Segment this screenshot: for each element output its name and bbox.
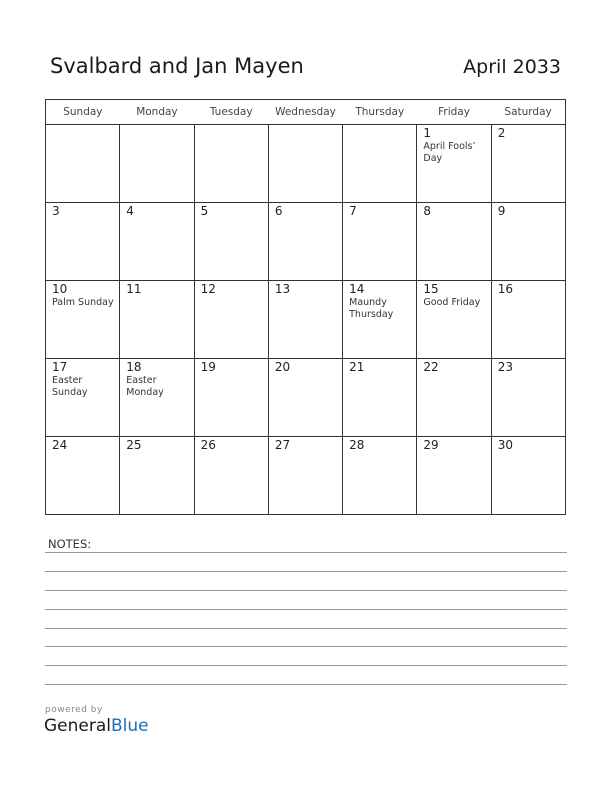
weekday-header-row <box>46 100 566 125</box>
day-number: 10 <box>52 282 68 296</box>
empty-day-cell <box>268 125 342 203</box>
day-cell <box>268 359 342 437</box>
day-cell <box>491 125 565 203</box>
day-number: 30 <box>497 438 513 452</box>
country-title: Svalbard and Jan Mayen <box>50 54 304 78</box>
day-number: 13 <box>274 282 291 296</box>
holiday-label: Monday <box>126 387 164 398</box>
day-number: 3 <box>52 204 60 218</box>
day-cell <box>194 437 268 515</box>
day-cell <box>417 281 491 359</box>
day-number: 22 <box>423 360 439 374</box>
holiday-label: Good Friday <box>423 297 481 308</box>
note-line <box>45 684 567 685</box>
note-line <box>45 590 567 591</box>
holiday-label: April Fools’ <box>423 141 476 152</box>
day-number: 16 <box>497 282 513 296</box>
day-number: 29 <box>423 438 439 452</box>
day-cell <box>417 437 491 515</box>
day-number: 9 <box>497 204 506 218</box>
empty-day-cell <box>120 125 194 203</box>
day-number: 5 <box>200 204 209 218</box>
note-line <box>45 571 567 572</box>
holiday-label: Easter <box>52 375 83 386</box>
day-cell <box>46 281 120 359</box>
day-number: 8 <box>423 204 432 218</box>
day-cell <box>417 125 491 203</box>
day-cell <box>491 203 565 281</box>
week-row <box>46 437 566 515</box>
day-cell <box>417 203 491 281</box>
day-cell <box>491 437 565 515</box>
powered-by-text: powered by <box>45 705 103 715</box>
weekday-header: Sunday <box>46 100 120 125</box>
day-cell <box>46 359 120 437</box>
empty-day-cell <box>194 125 268 203</box>
day-cell <box>194 281 268 359</box>
holiday-label: Easter <box>126 375 157 386</box>
holiday-label: Palm Sunday <box>52 297 114 308</box>
weekday-header: Thursday <box>343 100 417 125</box>
empty-day-cell <box>46 125 120 203</box>
day-number: 21 <box>349 360 365 374</box>
weekday-header: Saturday <box>491 100 565 125</box>
holiday-label: Maundy <box>349 297 387 308</box>
empty-day-cell <box>343 125 417 203</box>
weekday-header: Tuesday <box>194 100 268 125</box>
note-line <box>45 609 567 610</box>
weekday-header: Monday <box>120 100 194 125</box>
day-number: 19 <box>200 360 216 374</box>
week-row <box>46 203 566 281</box>
week-row <box>46 125 566 203</box>
day-number: 18 <box>126 360 142 374</box>
day-cell <box>343 437 417 515</box>
week-row <box>46 359 566 437</box>
day-number: 11 <box>126 282 142 296</box>
day-cell <box>120 359 194 437</box>
day-cell <box>268 281 342 359</box>
day-cell <box>120 437 194 515</box>
day-cell <box>268 203 342 281</box>
month-title: April 2033 <box>463 56 561 78</box>
day-cell <box>46 203 120 281</box>
holiday-label: Day <box>423 153 443 164</box>
day-number: 28 <box>349 438 365 452</box>
day-number: 17 <box>52 360 68 374</box>
day-number: 26 <box>200 438 216 452</box>
day-number: 14 <box>349 282 365 296</box>
day-cell <box>46 437 120 515</box>
holiday-label: Sunday <box>52 387 88 398</box>
day-number: 24 <box>52 438 68 452</box>
week-row <box>46 281 566 359</box>
day-number: 23 <box>497 360 513 374</box>
day-cell <box>194 359 268 437</box>
day-number: 7 <box>349 204 357 218</box>
holiday-label: Thursday <box>349 309 394 320</box>
notes-label: NOTES: <box>48 537 92 551</box>
day-cell <box>343 359 417 437</box>
day-number: 4 <box>126 204 134 218</box>
day-cell <box>268 437 342 515</box>
day-cell <box>194 203 268 281</box>
day-number: 15 <box>423 282 439 296</box>
day-number: 2 <box>497 126 506 140</box>
day-cell <box>343 281 417 359</box>
calendar-grid <box>45 99 566 515</box>
day-number: 25 <box>126 438 142 452</box>
day-cell <box>343 203 417 281</box>
brand-logo <box>44 716 149 736</box>
day-number: 6 <box>274 204 283 218</box>
weekday-header: Friday <box>417 100 491 125</box>
note-line <box>45 552 567 553</box>
day-number: 1 <box>423 126 432 140</box>
day-number: 20 <box>274 360 291 374</box>
day-cell <box>491 281 565 359</box>
day-cell <box>491 359 565 437</box>
day-cell <box>120 203 194 281</box>
weekday-header: Wednesday <box>268 100 342 125</box>
note-line <box>45 628 567 629</box>
day-cell <box>120 281 194 359</box>
brand-general-text: General <box>44 716 111 736</box>
note-line <box>45 665 567 666</box>
note-line <box>45 646 567 647</box>
day-cell <box>417 359 491 437</box>
day-number: 27 <box>274 438 291 452</box>
day-number: 12 <box>200 282 216 296</box>
brand-blue-text: Blue <box>111 716 149 736</box>
